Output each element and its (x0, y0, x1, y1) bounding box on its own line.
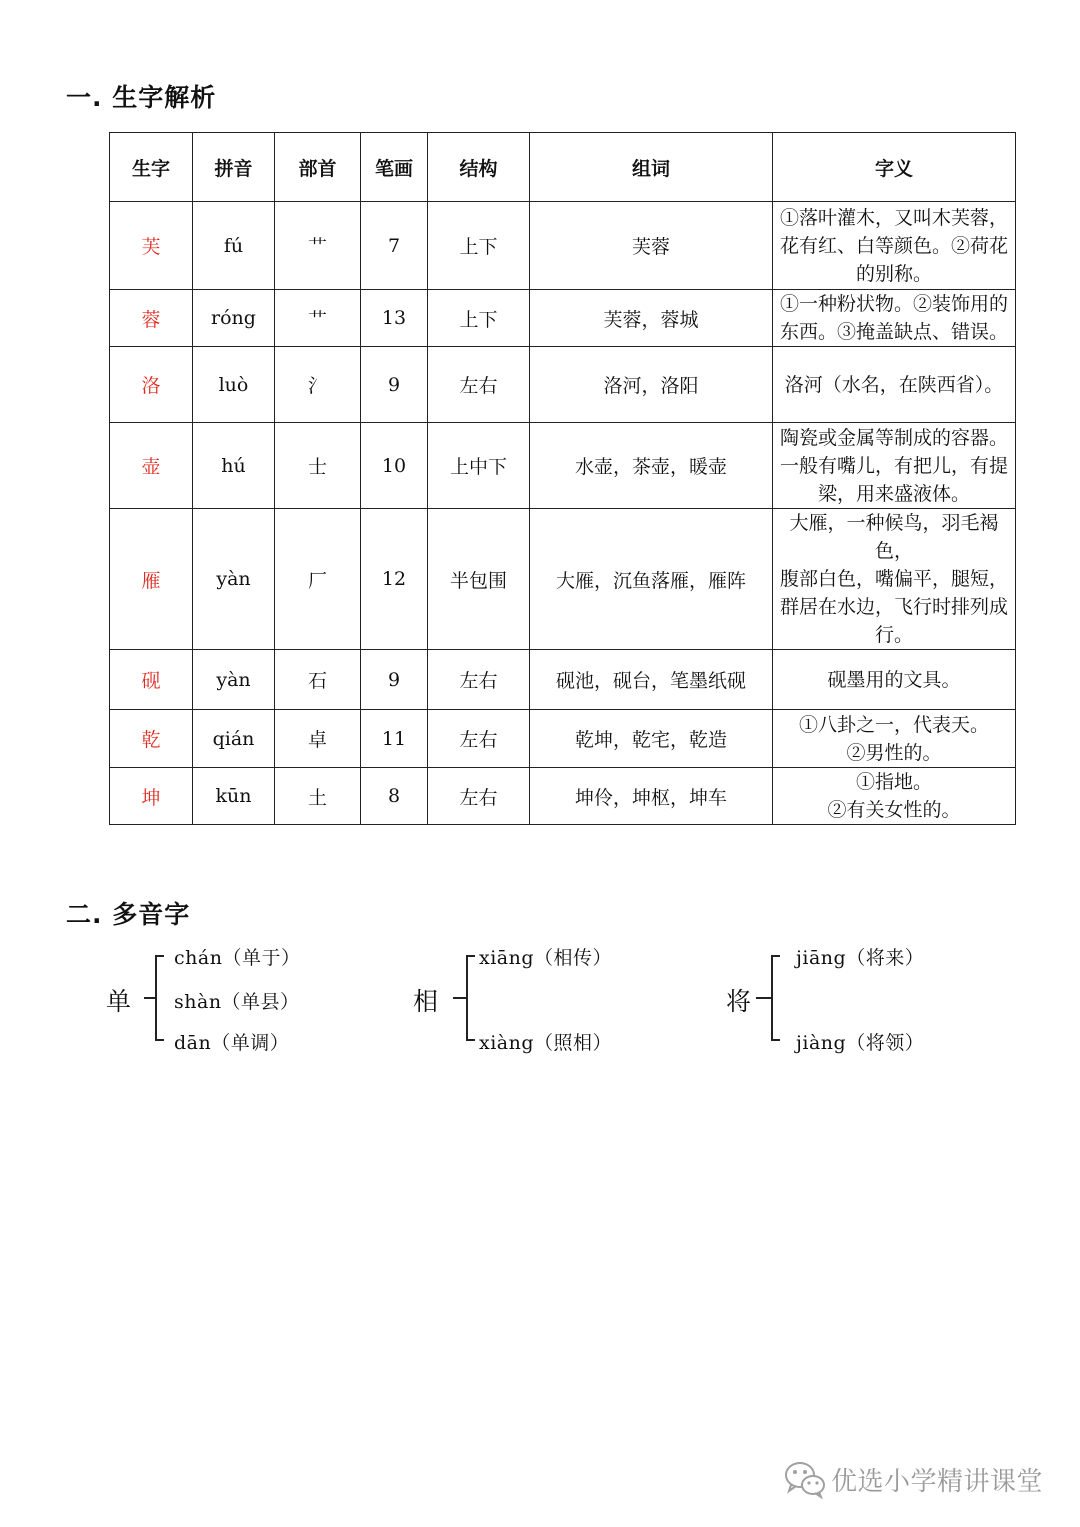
table-row (110, 509, 1016, 650)
cell-char: 芙 (110, 202, 193, 290)
meaning-line: 一般有嘴儿，有把儿，有提 (779, 454, 1008, 477)
cell-radical: 土 (275, 768, 361, 825)
polyphone-group (726, 940, 956, 1055)
table-row (110, 768, 1016, 825)
cell-char: 砚 (110, 650, 193, 710)
polyphone-group (106, 940, 326, 1055)
wechat-icon (783, 1459, 827, 1499)
cell-words: 坤伶，坤枢，坤车 (530, 768, 773, 825)
cell-pinyin: róng (193, 290, 275, 347)
cell-structure: 上中下 (428, 423, 530, 509)
polyphone-reading: jiāng（将来） (796, 947, 925, 969)
cell-strokes: 13 (361, 290, 428, 347)
table-header-row (110, 133, 1016, 202)
header-strokes: 笔画 (361, 133, 428, 202)
cell-words: 洛河，洛阳 (530, 347, 773, 423)
cell-pinyin: hú (193, 423, 275, 509)
header-words: 组词 (530, 133, 773, 202)
cell-char: 雁 (110, 509, 193, 650)
meaning-line: 行。 (874, 624, 913, 646)
cell-radical: 艹 (275, 202, 361, 290)
cell-strokes: 7 (361, 202, 428, 290)
cell-structure: 左右 (428, 768, 530, 825)
meaning-line: 洛河（水名，在陕西省）。 (784, 373, 1004, 396)
cell-words: 水壶，茶壶，暖壶 (530, 423, 773, 509)
cell-structure: 半包围 (428, 509, 530, 650)
polyphone-char: 将 (726, 987, 752, 1016)
meaning-line: 砚墨用的文具。 (827, 668, 961, 691)
header-meaning: 字义 (773, 133, 1016, 202)
section-title-character-analysis: 一. 生字解析 (66, 83, 217, 112)
footer-watermark (783, 1455, 1063, 1503)
polyphone-char: 相 (413, 987, 439, 1016)
cell-meaning (773, 290, 1016, 347)
header-radical: 部首 (275, 133, 361, 202)
cell-meaning (773, 710, 1016, 768)
cell-char: 坤 (110, 768, 193, 825)
meaning-line: ②有关女性的。 (827, 799, 961, 821)
cell-radical: 石 (275, 650, 361, 710)
cell-meaning (773, 202, 1016, 290)
cell-char: 蓉 (110, 290, 193, 347)
cell-char: 乾 (110, 710, 193, 768)
cell-pinyin: kūn (193, 768, 275, 825)
cell-pinyin: yàn (193, 509, 275, 650)
cell-words: 芙蓉 (530, 202, 773, 290)
section-title-polyphones: 二. 多音字 (66, 900, 191, 929)
cell-char: 壶 (110, 423, 193, 509)
cell-words: 大雁，沉鱼落雁，雁阵 (530, 509, 773, 650)
cell-strokes: 10 (361, 423, 428, 509)
meaning-line: 腹部白色，嘴偏平，腿短， (779, 568, 1008, 590)
meaning-line: ①一种粉状物。②装饰用的 (779, 293, 1008, 315)
polyphone-reading: xiàng（照相） (479, 1032, 613, 1054)
cell-radical: 氵 (275, 347, 361, 423)
character-table (109, 132, 1016, 825)
meaning-line: ①八卦之一，代表天。 (798, 713, 989, 736)
meaning-line: 花有红、白等颜色。②荷花 (779, 234, 1008, 257)
cell-pinyin: luò (193, 347, 275, 423)
cell-meaning (773, 768, 1016, 825)
cell-strokes: 9 (361, 347, 428, 423)
cell-meaning (773, 650, 1016, 710)
cell-radical: 士 (275, 423, 361, 509)
cell-pinyin: fú (193, 202, 275, 290)
cell-pinyin: yàn (193, 650, 275, 710)
cell-char: 洛 (110, 347, 193, 423)
cell-structure: 上下 (428, 202, 530, 290)
meaning-line: 陶瓷或金属等制成的容器。 (779, 426, 1008, 449)
cell-structure: 左右 (428, 347, 530, 423)
table-row (110, 347, 1016, 423)
header-pinyin: 拼音 (193, 133, 275, 202)
table-row (110, 710, 1016, 768)
cell-strokes: 11 (361, 710, 428, 768)
polyphone-group (413, 940, 643, 1055)
table-row (110, 202, 1016, 290)
cell-meaning (773, 347, 1016, 423)
meaning-line: 东西。③掩盖缺点、错误。 (779, 321, 1008, 343)
cell-strokes: 12 (361, 509, 428, 650)
meaning-line: 梁，用来盛液体。 (817, 482, 970, 505)
table-row (110, 650, 1016, 710)
cell-radical: 艹 (275, 290, 361, 347)
polyphone-reading: shàn（单县） (174, 991, 300, 1013)
cell-words: 乾坤，乾宅，乾造 (530, 710, 773, 768)
polyphone-reading: chán（单于） (174, 947, 301, 969)
cell-meaning (773, 509, 1016, 650)
meaning-line: ②男性的。 (846, 741, 942, 764)
polyphone-reading: jiàng（将领） (796, 1032, 925, 1054)
cell-radical: 卓 (275, 710, 361, 768)
polyphone-char: 单 (106, 987, 132, 1016)
cell-meaning (773, 423, 1016, 509)
cell-words: 芙蓉，蓉城 (530, 290, 773, 347)
cell-structure: 左右 (428, 650, 530, 710)
footer-text: 优选小学精讲课堂 (831, 1466, 1044, 1497)
table-row (110, 290, 1016, 347)
cell-words: 砚池，砚台，笔墨纸砚 (530, 650, 773, 710)
cell-pinyin: qián (193, 710, 275, 768)
meaning-line: 的别称。 (855, 262, 932, 285)
header-structure: 结构 (428, 133, 530, 202)
table-row (110, 423, 1016, 509)
cell-structure: 上下 (428, 290, 530, 347)
meaning-line: ①落叶灌木，又叫木芙蓉， (779, 206, 1008, 229)
cell-strokes: 9 (361, 650, 428, 710)
cell-structure: 左右 (428, 710, 530, 768)
meaning-line: 群居在水边，飞行时排列成 (779, 596, 1008, 618)
meaning-line: ①指地。 (855, 771, 932, 793)
header-char: 生字 (110, 133, 193, 202)
meaning-line: 大雁，一种候鸟，羽毛褐色， (789, 512, 999, 562)
polyphone-reading: xiāng（相传） (479, 947, 613, 969)
cell-radical: 厂 (275, 509, 361, 650)
polyphone-reading: dān（单调） (174, 1032, 290, 1054)
cell-strokes: 8 (361, 768, 428, 825)
